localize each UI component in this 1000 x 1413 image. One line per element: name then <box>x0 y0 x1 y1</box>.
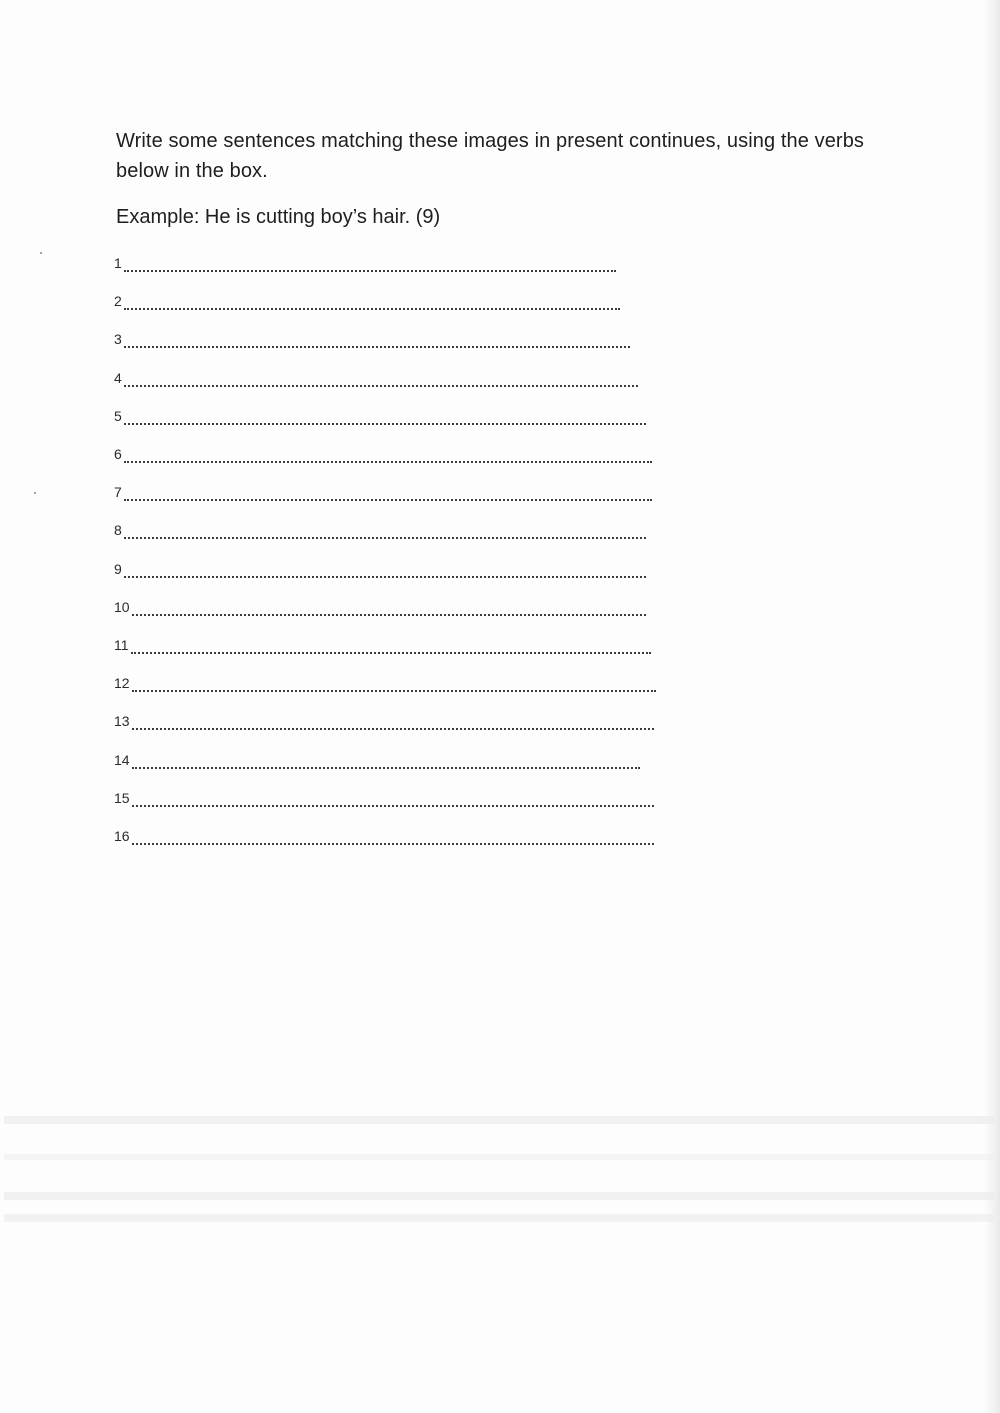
dotted-line <box>132 793 654 807</box>
dotted-line <box>124 487 652 501</box>
dotted-line <box>124 373 638 387</box>
answer-line[interactable] <box>114 244 656 282</box>
line-number: 9 <box>114 560 122 577</box>
scan-speck <box>34 492 36 494</box>
line-number: 4 <box>114 369 122 386</box>
answer-line[interactable] <box>114 740 656 778</box>
answer-line[interactable] <box>114 511 656 549</box>
dotted-line <box>124 411 646 425</box>
scan-artifact-band <box>4 1214 994 1222</box>
dotted-line <box>124 564 646 578</box>
answer-line[interactable] <box>114 817 656 855</box>
scan-artifact-band <box>4 1116 994 1124</box>
dotted-line <box>132 831 654 845</box>
line-number: 6 <box>114 446 122 463</box>
line-number: 13 <box>114 713 130 730</box>
line-number: 16 <box>114 827 130 844</box>
answer-line[interactable] <box>114 397 656 435</box>
line-number: 14 <box>114 751 130 768</box>
answer-line[interactable] <box>114 550 656 588</box>
answer-line[interactable] <box>114 320 656 358</box>
dotted-line <box>131 640 651 654</box>
dotted-line <box>132 755 640 769</box>
scan-artifact-band <box>4 1192 994 1200</box>
answer-line[interactable] <box>114 588 656 626</box>
answer-line[interactable] <box>114 664 656 702</box>
line-number: 1 <box>114 255 122 272</box>
dotted-line <box>132 678 656 692</box>
answer-line[interactable] <box>114 779 656 817</box>
line-number: 3 <box>114 331 122 348</box>
dotted-line <box>124 449 652 463</box>
answer-line[interactable] <box>114 626 656 664</box>
line-number: 5 <box>114 407 122 424</box>
line-number: 11 <box>114 636 129 653</box>
answer-line[interactable] <box>114 435 656 473</box>
scan-artifact-band <box>4 1154 994 1160</box>
answer-line[interactable] <box>114 359 656 397</box>
dotted-line <box>132 716 654 730</box>
dotted-line <box>132 602 646 616</box>
scan-speck <box>40 252 42 254</box>
line-number: 15 <box>114 789 130 806</box>
line-number: 12 <box>114 675 130 692</box>
line-number: 2 <box>114 293 122 310</box>
page-edge-shadow <box>982 0 1000 1413</box>
answer-line[interactable] <box>114 282 656 320</box>
dotted-line <box>124 258 616 272</box>
answer-line[interactable] <box>114 473 656 511</box>
answer-lines <box>114 244 656 855</box>
example-sentence: Example: He is cutting boy’s hair. (9) <box>116 206 441 228</box>
dotted-line <box>124 525 646 539</box>
dotted-line <box>124 334 630 348</box>
line-number: 8 <box>114 522 122 539</box>
dotted-line <box>124 296 620 310</box>
instruction-text: Write some sentences matching these images in present continues, using the verbs below in the box. <box>116 130 865 182</box>
line-number: 10 <box>114 598 130 615</box>
line-number: 7 <box>114 484 122 501</box>
answer-line[interactable] <box>114 702 656 740</box>
